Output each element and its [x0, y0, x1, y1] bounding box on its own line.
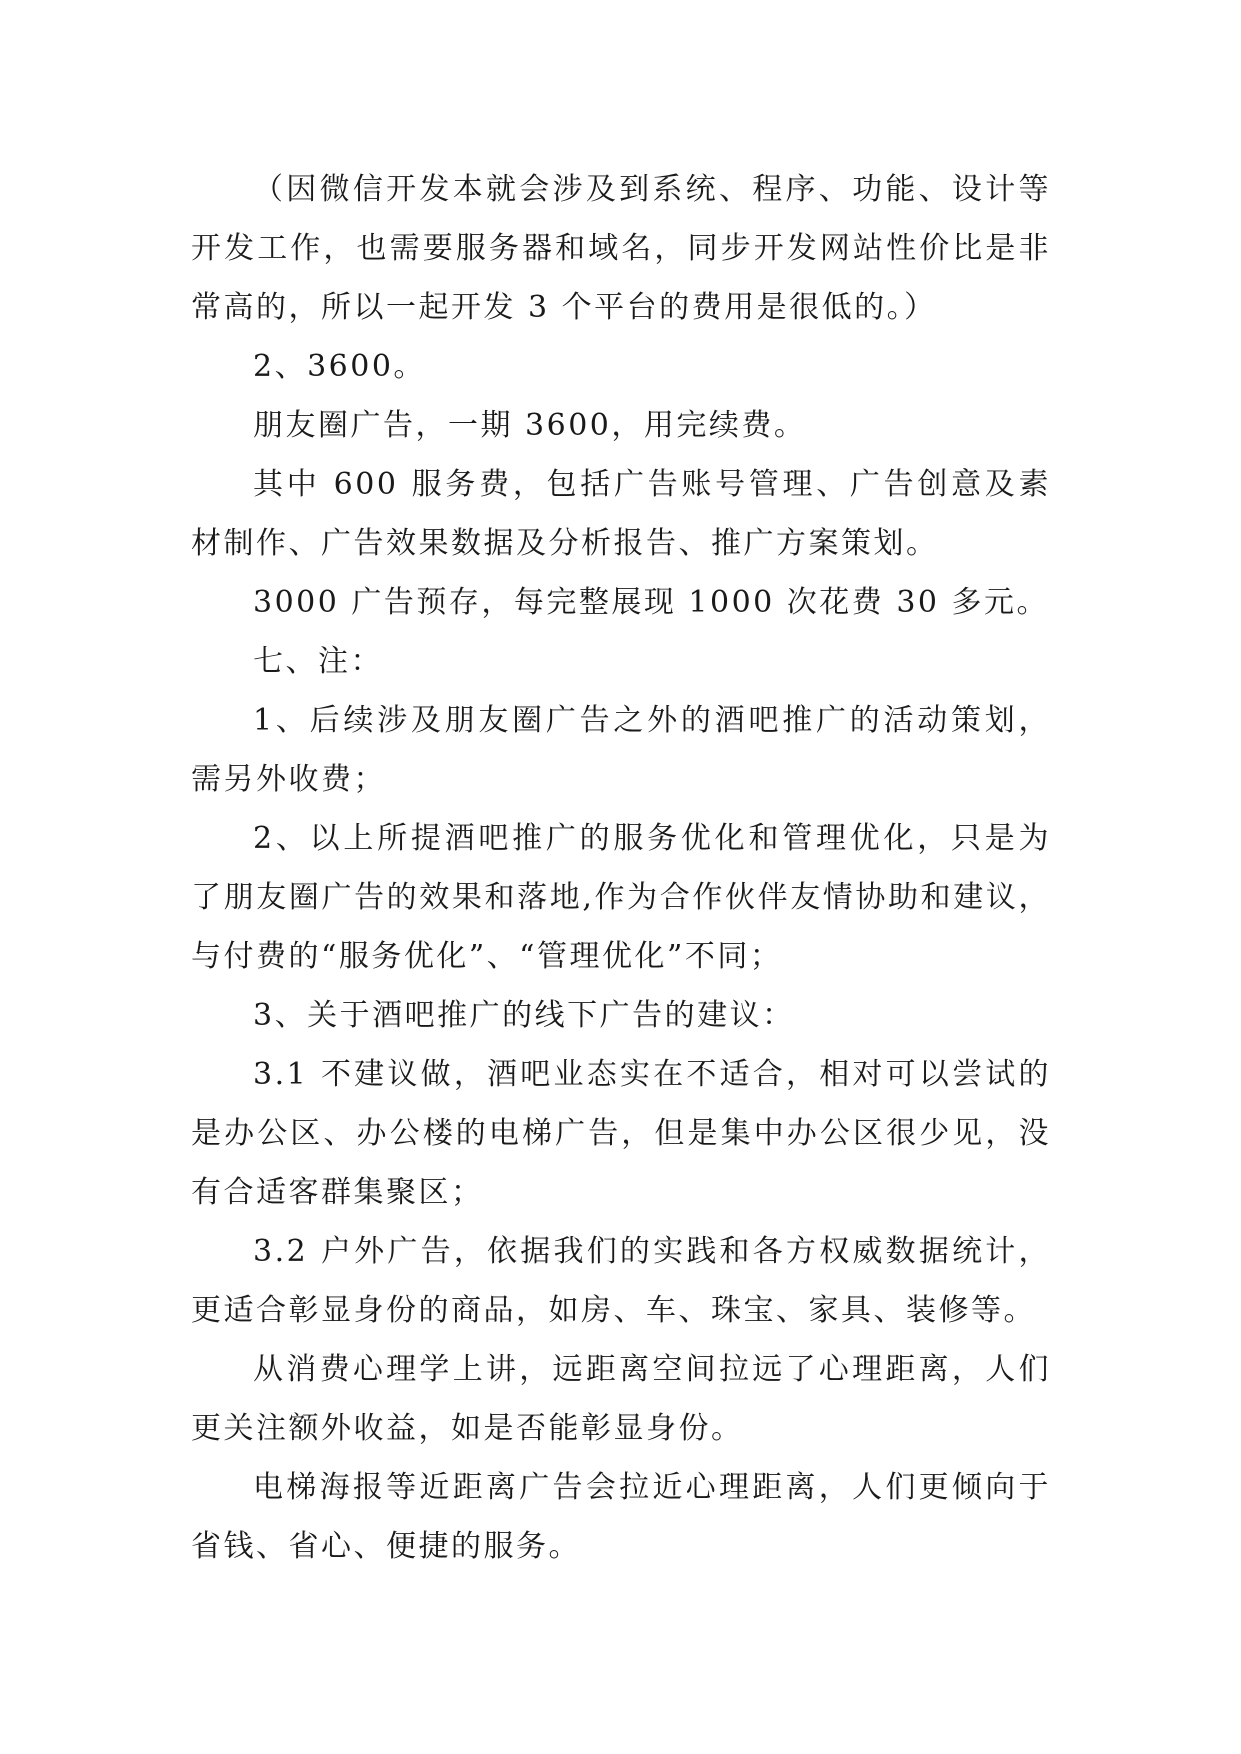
paragraph-service-fee: 其中 600 服务费，包括广告账号管理、广告创意及素材制作、广告效果数据及分析报告、推广方案策划。: [191, 467, 1051, 561]
paragraph-note-3-2: 3.2 户外广告，依据我们的实践和各方权威数据统计，更适合彰显身份的商品，如房、车、珠宝、家具、装修等。: [191, 1234, 1051, 1328]
paragraph-note-development: （因微信开发本就会涉及到系统、程序、功能、设计等开发工作，也需要服务器和域名，同步开发网站性价比是非常高的，所以一起开发 3 个平台的费用是很低的。）: [191, 172, 1051, 325]
paragraph-item-2-price: 2、3600。: [253, 349, 426, 384]
paragraph-note-3-1: 3.1 不建议做，酒吧业态实在不适合，相对可以尝试的是办公区、办公楼的电梯广告，但是集中办公区很少见，没有合适客群集聚区；: [191, 1057, 1051, 1210]
section-heading-notes: 七、注：: [253, 644, 383, 679]
document-body: [191, 160, 1051, 1576]
paragraph-note-1: 1、后续涉及朋友圈广告之外的酒吧推广的活动策划，需另外收费；: [191, 703, 1051, 797]
paragraph-note-3: 3、关于酒吧推广的线下广告的建议：: [253, 998, 795, 1033]
paragraph-psychology: 从消费心理学上讲，远距离空间拉远了心理距离，人们更关注额外收益，如是否能彰显身份。: [191, 1352, 1051, 1446]
paragraph-moments-ad: 朋友圈广告，一期 3600，用完续费。: [253, 408, 807, 443]
paragraph-ad-prepay: 3000 广告预存，每完整展现 1000 次花费 30 多元。: [253, 585, 1050, 620]
paragraph-elevator-poster: 电梯海报等近距离广告会拉近心理距离，人们更倾向于省钱、省心、便捷的服务。: [191, 1470, 1051, 1564]
paragraph-note-2: 2、以上所提酒吧推广的服务优化和管理优化，只是为了朋友圈广告的效果和落地,作为合作伙伴友情协助和建议，与付费的“服务优化”、“管理优化”不同；: [191, 821, 1051, 974]
